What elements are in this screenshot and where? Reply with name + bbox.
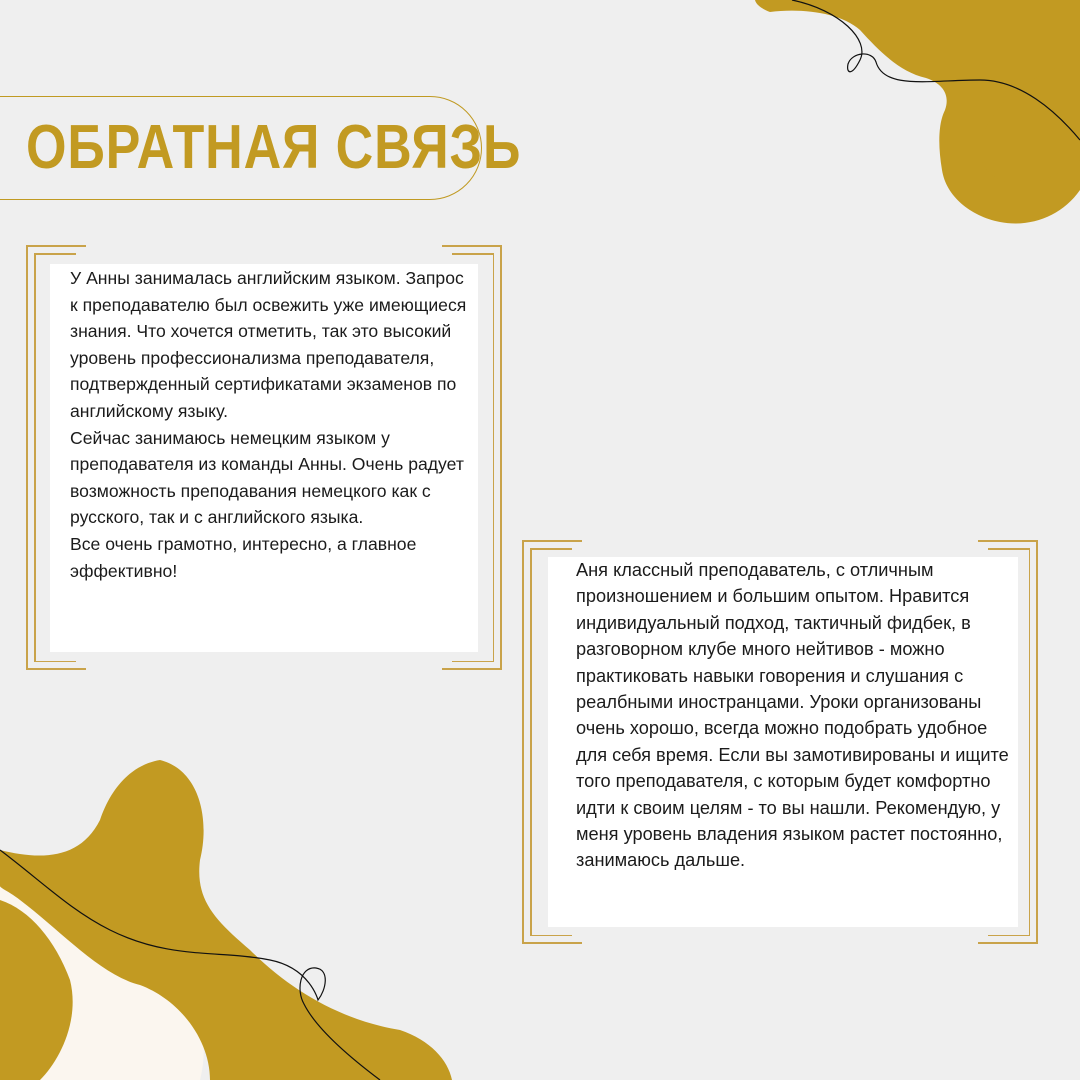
review-2-paragraph-1: Аня классный преподаватель, с отличным произношением и большим опытом. Нравится индивидуальный подход, тактичный фидбек, в разговорном клубе много нейтивов - можно практиковать навыки говорения и слушания с реалбными иностранцами. Уроки организованы очень хорошо, всегда можно подобрать удобное для себя время. Если вы замотивированы и ищите того преподавателя, с которым будет комфортно идти к своим целям - то вы нашли. Рекомендую, у меня уровень владения языком растет постоянно, занимаюсь дальше. xyxy=(576,560,1009,871)
review-card-2 xyxy=(548,557,1018,927)
review-card-1 xyxy=(50,264,478,652)
review-1-paragraph-3: Все очень грамотно, интересно, а главное эффективно! xyxy=(70,533,417,581)
review-1-paragraph-1: У Анны занималась английским языком. Запрос к преподавателю был освежить уже имеющиеся знания. Что хочется отметить, так это высокий уровень профессионализма преподавателя, подтвержденный сертификатами экзаменов по английскому языку. xyxy=(70,268,467,421)
review-1-paragraph-2: Сейчас занимаюсь немецким языком у преподавателя из команды Анны. Очень радует возможность преподавания немецкого как с русского, так и с английского языка. xyxy=(70,427,464,528)
page-title: ОБРАТНАЯ СВЯЗЬ xyxy=(26,113,522,182)
